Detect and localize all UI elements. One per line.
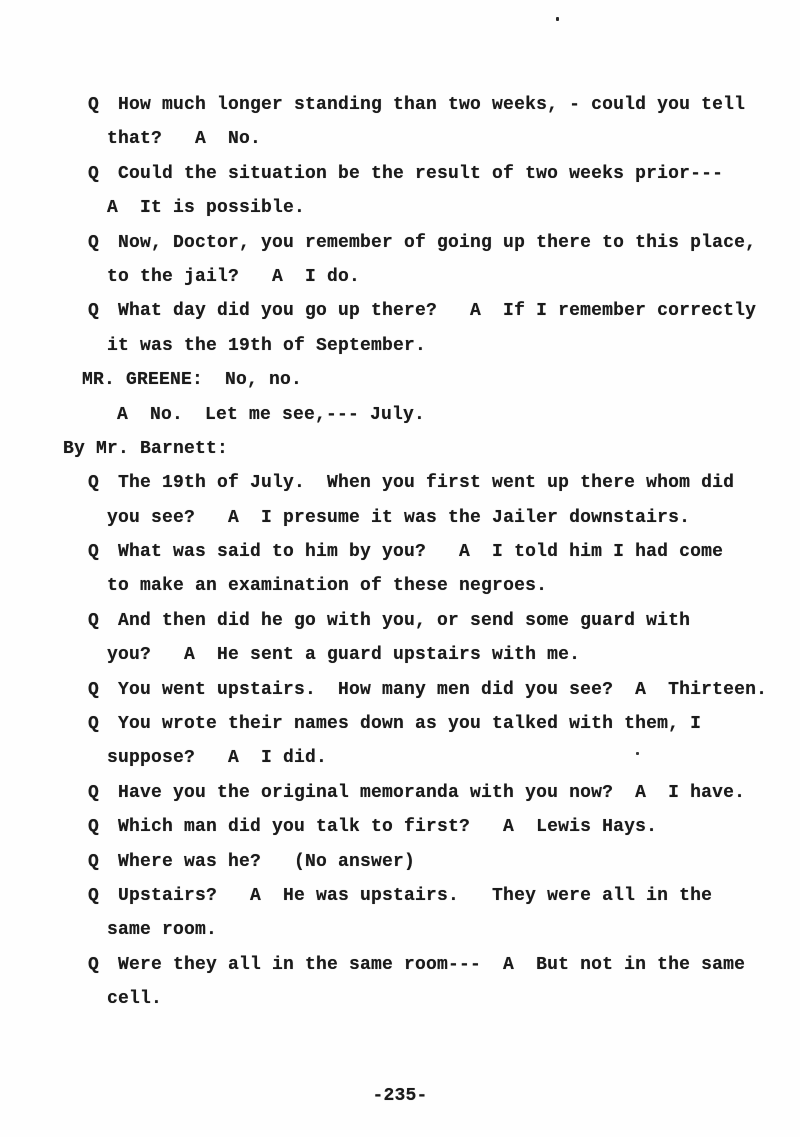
- question-marker: Q: [88, 473, 100, 494]
- answer-line: [0, 398, 800, 432]
- line-text: By Mr. Barnett:: [63, 438, 229, 459]
- question-line: [0, 776, 800, 810]
- line-text: You wrote their names down as you talked with them, I: [118, 714, 702, 735]
- question-marker: Q: [88, 232, 100, 253]
- question-line: [0, 707, 800, 741]
- continuation-line: [0, 982, 800, 1016]
- question-line: [0, 294, 800, 328]
- question-marker: Q: [88, 782, 100, 803]
- question-marker: Q: [88, 610, 100, 631]
- continuation-line: [0, 913, 800, 947]
- line-text: What was said to him by you? A I told him I had come: [118, 542, 724, 563]
- line-text: What day did you go up there? A If I remember correctly: [118, 301, 757, 322]
- line-text: A No. Let me see,--- July.: [117, 404, 426, 425]
- question-marker: Q: [88, 542, 100, 563]
- continuation-line: [0, 638, 800, 672]
- question-line: [0, 604, 800, 638]
- line-text: You went upstairs. How many men did you see? A Thirteen.: [118, 679, 768, 700]
- continuation-line: [0, 501, 800, 535]
- line-text: Could the situation be the result of two weeks prior---: [118, 163, 724, 184]
- continuation-line: [0, 329, 800, 363]
- line-text: Where was he? (No answer): [118, 851, 416, 872]
- line-text: The 19th of July. When you first went up there whom did: [118, 473, 735, 494]
- line-text: MR. GREENE: No, no.: [82, 370, 303, 391]
- question-line: [0, 845, 800, 879]
- question-line: [0, 673, 800, 707]
- question-marker: Q: [88, 954, 100, 975]
- line-text: cell.: [107, 989, 163, 1010]
- question-line: [0, 879, 800, 913]
- line-text: that? A No.: [107, 129, 262, 150]
- line-text: you? A He sent a guard upstairs with me.: [107, 645, 581, 666]
- question-line: [0, 226, 800, 260]
- line-text: Which man did you talk to first? A Lewis Hays.: [118, 817, 658, 838]
- continuation-line: [0, 122, 800, 156]
- question-line: [0, 948, 800, 982]
- question-marker: Q: [88, 163, 100, 184]
- question-marker: Q: [88, 679, 100, 700]
- line-text: Have you the original memoranda with you now? A I have.: [118, 782, 746, 803]
- question-marker: Q: [88, 885, 100, 906]
- line-text: it was the 19th of September.: [107, 335, 427, 356]
- line-text: to the jail? A I do.: [107, 266, 361, 287]
- question-marker: Q: [88, 817, 100, 838]
- transcript-body: [0, 88, 800, 1017]
- question-marker: Q: [88, 714, 100, 735]
- line-text: same room.: [107, 920, 218, 941]
- continuation-line: [0, 741, 800, 775]
- question-marker: Q: [88, 301, 100, 322]
- scan-speck-icon: [636, 752, 639, 755]
- continuation-line: [0, 260, 800, 294]
- question-marker: Q: [88, 851, 100, 872]
- line-text: you see? A I presume it was the Jailer downstairs.: [107, 507, 691, 528]
- continuation-line: [0, 191, 800, 225]
- line-text: to make an examination of these negroes.: [107, 576, 548, 597]
- page-number: -235-: [372, 1086, 428, 1106]
- speaker-line: [0, 363, 800, 397]
- question-line: [0, 157, 800, 191]
- question-line: [0, 810, 800, 844]
- line-text: A It is possible.: [107, 198, 306, 219]
- question-line: [0, 535, 800, 569]
- line-text: Now, Doctor, you remember of going up there to this place,: [118, 232, 757, 253]
- scan-speck-icon: [556, 17, 559, 21]
- line-text: And then did he go with you, or send some guard with: [118, 610, 691, 631]
- question-line: [0, 466, 800, 500]
- examiner-line: [0, 432, 800, 466]
- line-text: How much longer standing than two weeks, - could you tell: [118, 95, 746, 115]
- line-text: Upstairs? A He was upstairs. They were all in the: [118, 885, 713, 906]
- line-text: suppose? A I did.: [107, 748, 328, 769]
- continuation-line: [0, 569, 800, 603]
- question-line: [0, 88, 800, 122]
- question-marker: Q: [88, 95, 100, 115]
- line-text: Were they all in the same room--- A But not in the same: [118, 954, 746, 975]
